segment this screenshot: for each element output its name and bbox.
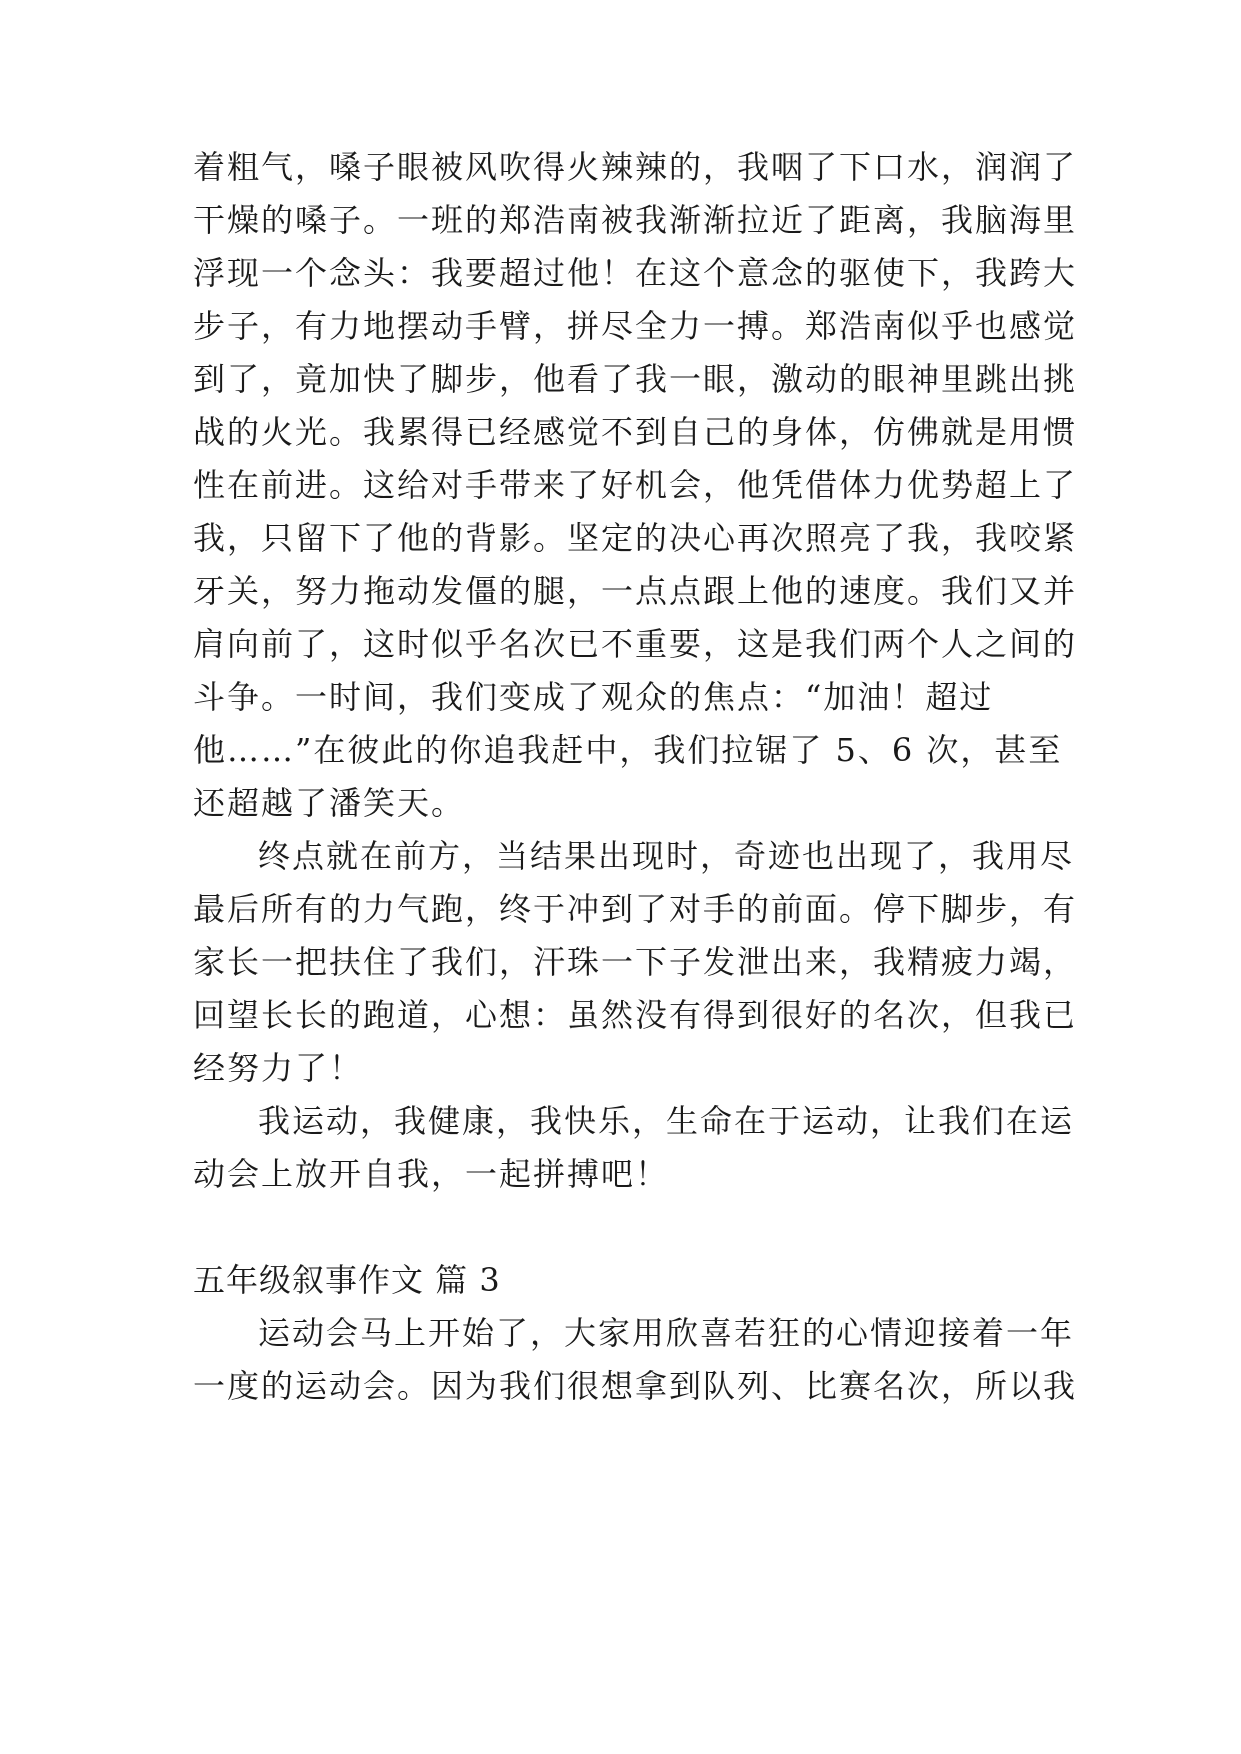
paragraph-line: 家长一把扶住了我们，汗珠一下子发泄出来，我精疲力竭， xyxy=(193,943,1078,981)
paragraph-line: 干燥的嗓子。一班的郑浩南被我渐渐拉近了距离，我脑海里 xyxy=(193,201,1078,239)
paragraph-line: 战的火光。我累得已经感觉不到自己的身体，仿佛就是用惯 xyxy=(193,413,1078,451)
paragraph-line: 一度的运动会。因为我们很想拿到队列、比赛名次，所以我 xyxy=(193,1367,1078,1405)
paragraph-line: 牙关，努力拖动发僵的腿，一点点跟上他的速度。我们又并 xyxy=(193,572,1078,610)
paragraph-line: 动会上放开自我，一起拼搏吧！ xyxy=(193,1155,670,1193)
paragraph-line: 终点就在前方，当结果出现时，奇迹也出现了，我用尽 xyxy=(258,837,1075,875)
paragraph-line: 性在前进。这给对手带来了好机会，他凭借体力优势超上了 xyxy=(193,466,1078,504)
paragraph-line: 斗争。一时间，我们变成了观众的焦点：“加油！超过 xyxy=(193,678,994,716)
paragraph-line: 最后所有的力气跑，终于冲到了对手的前面。停下脚步，有 xyxy=(193,890,1078,928)
paragraph-line: 肩向前了，这时似乎名次已不重要，这是我们两个人之间的 xyxy=(193,625,1078,663)
paragraph-line: 经努力了！ xyxy=(193,1049,364,1087)
paragraph-line: 浮现一个念头：我要超过他！在这个意念的驱使下，我跨大 xyxy=(193,254,1078,292)
paragraph-line: 到了，竟加快了脚步，他看了我一眼，激动的眼神里跳出挑 xyxy=(193,360,1078,398)
paragraph-line: 步子，有力地摆动手臂，拼尽全力一搏。郑浩南似乎也感觉 xyxy=(193,307,1078,345)
paragraph-line: 我运动，我健康，我快乐，生命在于运动，让我们在运 xyxy=(258,1102,1075,1140)
section-title: 五年级叙事作文 篇 3 xyxy=(193,1261,501,1299)
paragraph-line: 我，只留下了他的背影。坚定的决心再次照亮了我，我咬紧 xyxy=(193,519,1078,557)
paragraph-line: 运动会马上开始了，大家用欣喜若狂的心情迎接着一年 xyxy=(258,1314,1075,1352)
paragraph-line: 着粗气，嗓子眼被风吹得火辣辣的，我咽了下口水，润润了 xyxy=(193,148,1078,186)
paragraph-line: 他……”在彼此的你追我赶中，我们拉锯了 5、6 次，甚至 xyxy=(193,731,1063,769)
paragraph-line: 回望长长的跑道，心想：虽然没有得到很好的名次，但我已 xyxy=(193,996,1078,1034)
paragraph-line: 还超越了潘笑天。 xyxy=(193,784,466,822)
